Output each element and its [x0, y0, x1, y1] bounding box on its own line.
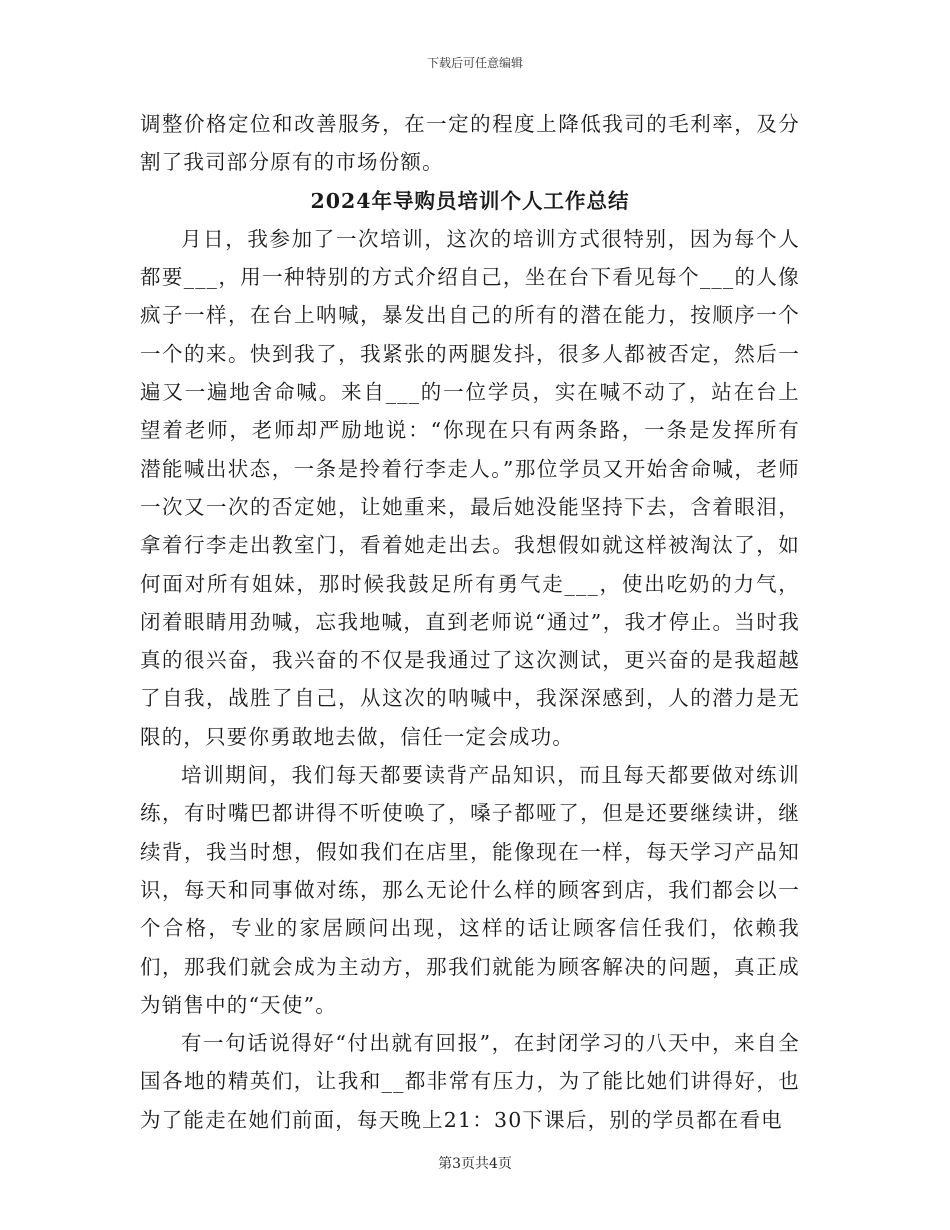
page-header: 下载后可任意编辑: [426, 56, 523, 70]
document-body: [140, 105, 800, 1139]
page-number: 第3页共4页: [438, 1156, 512, 1172]
continuation-paragraph: 调整价格定位和改善服务，在一定的程度上降低我司的毛利率，及分割了我司部分原有的市场份额。: [140, 112, 800, 175]
body-paragraph-1: 月日，我参加了一次培训，这次的培训方式很特别，因为每个人都要___，用一种特别的方式介绍自己，坐在台下看见每个___的人像疯子一样，在台上呐喊，暴发出自己的所有的潜在能力，按顺序一个一个的来。快到我了，我紧张的两腿发抖，很多人都被否定，然后一遍又一遍地舍命喊。来自___的一位学员，实在喊不动了，站在台上望着老师，老师却严励地说：“你现在只有两条路，一条是发挥所有潜能喊出状态，一条是拎着行李走人。”那位学员又开始舍命喊，老师一次又一次的否定她，让她重来，最后她没能坚持下去，含着眼泪，拿着行李走出教室门，看着她走出去。我想假如就这样被淘汰了，如何面对所有姐妹，那时候我鼓足所有勇气走___，使出吃奶的力气，闭着眼睛用劲喊，忘我地喊，直到老师说“通过”，我才停止。当时我真的很兴奋，我兴奋的不仅是我通过了这次测试，更兴奋的是我超越了自我，战胜了自己，从这次的呐喊中，我深深感到，人的潜力是无限的，只要你勇敢地去做，信任一定会成功。: [140, 226, 800, 749]
body-paragraph-3: 有一句话说得好“付出就有回报”，在封闭学习的八天中，来自全国各地的精英们，让我和__都非常有压力，为了能比她们讲得好，也为了能走在她们前面，每天晚上21：30下课后，别的学员都在看电: [140, 1031, 800, 1132]
body-paragraph-2: 培训期间，我们每天都要读背产品知识，而且每天都要做对练训练，有时嘴巴都讲得不听使唤了，嗓子都哑了，但是还要继续讲，继续背，我当时想，假如我们在店里，能像现在一样，每天学习产品知识，每天和同事做对练，那么无论什么样的顾客到店，我们都会以一个合格，专业的家居顾问出现，这样的话让顾客信任我们，依赖我们，那我们就会成为主动方，那我们就能为顾客解决的问题，真正成为销售中的“天使”。: [140, 763, 800, 1017]
document-title: 2024年导购员培训个人工作总结: [310, 188, 630, 213]
